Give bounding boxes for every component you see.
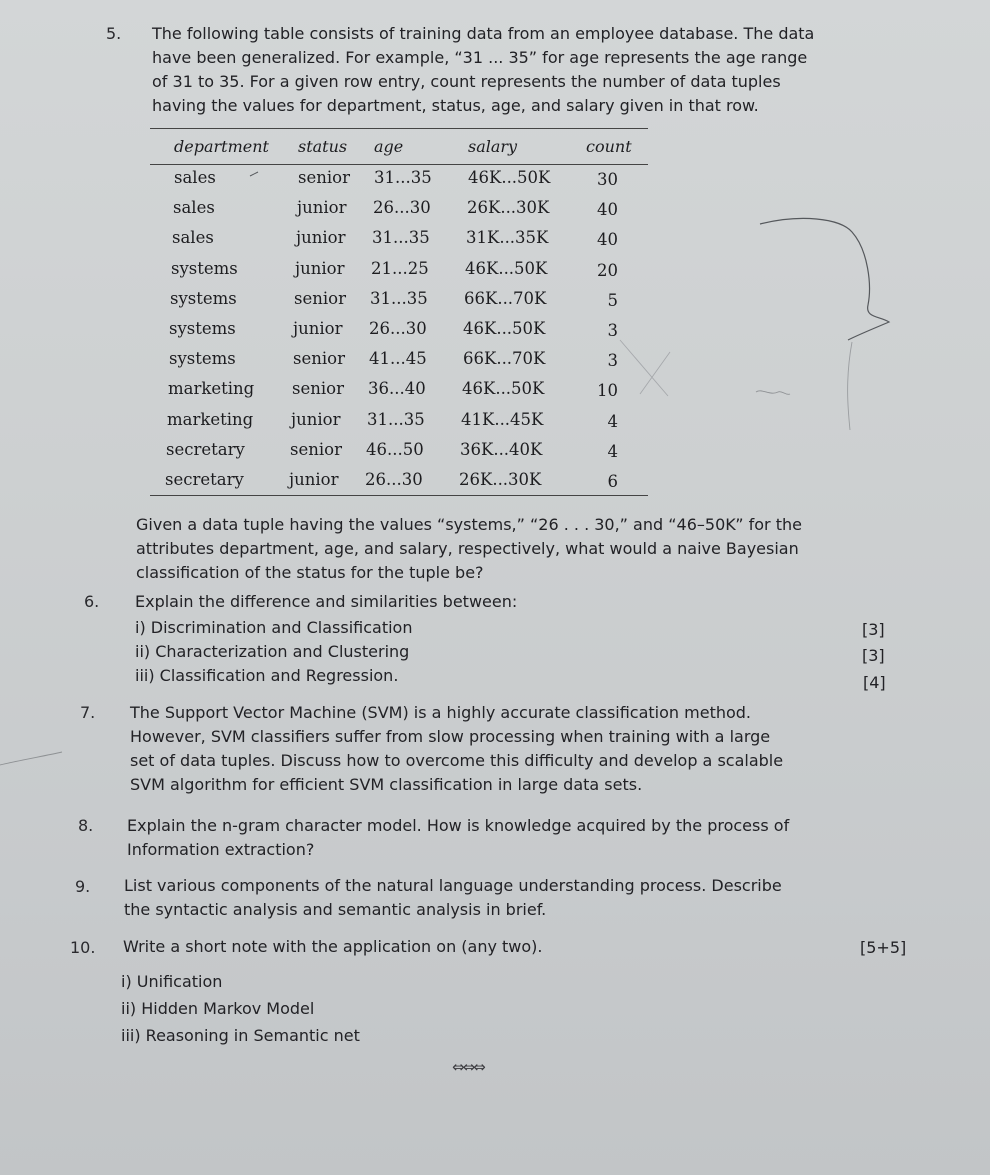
cell-status: senior [293, 349, 345, 369]
cell-status: junior [295, 258, 345, 278]
q6-stem: Explain the difference and similarities between: [135, 592, 518, 611]
cell-count: 3 [607, 351, 618, 371]
cell-age: 26...30 [365, 470, 423, 489]
cell-salary: 46K...50K [463, 319, 546, 338]
q7-line: However, SVM classifiers suffer from slow processing when training with a large [130, 727, 771, 746]
cell-count: 40 [597, 200, 618, 220]
cell-age: 26...30 [369, 319, 427, 338]
pen-squiggle-mark [756, 391, 790, 395]
q5-question-line: attributes department, age, and salary, respectively, what would a naive Bayesian [136, 539, 799, 558]
q6-item-marks: [4] [863, 673, 886, 692]
cell-count: 10 [597, 381, 618, 401]
cell-status: senior [298, 168, 350, 187]
cell-status: junior [289, 470, 339, 489]
cell-count: 3 [607, 321, 618, 340]
cell-salary: 46K...50K [465, 258, 548, 278]
cell-count: 4 [607, 411, 618, 431]
cell-salary: 41K...45K [461, 409, 544, 429]
header-department: department [174, 137, 269, 156]
cell-age: 21...25 [371, 258, 429, 278]
q6-item-marks: [3] [862, 646, 885, 665]
cell-age: 31...35 [370, 288, 428, 308]
cell-status: senior [292, 379, 344, 399]
q8-line: Explain the n-gram character model. How is knowledge acquired by the process of [127, 816, 790, 835]
cell-age: 31...35 [374, 168, 432, 187]
q7-line: SVM algorithm for efficient SVM classification in large data sets. [130, 775, 643, 794]
cell-age: 31...35 [367, 409, 425, 429]
q5-question-line: classification of the status for the tuple be? [136, 563, 484, 582]
cell-department: marketing [168, 379, 255, 399]
cell-count: 40 [597, 230, 618, 250]
q7-line: set of data tuples. Discuss how to overcome this difficulty and develop a scalable [130, 751, 784, 770]
cell-department: secretary [166, 439, 245, 459]
cell-salary: 36K...40K [460, 439, 543, 459]
q5-intro-line: The following table consists of training data from an employee database. The data [152, 24, 815, 43]
cell-department: systems [171, 258, 238, 278]
q5-intro-line: have been generalized. For example, “31 ... 35” for age represents the age range [152, 48, 808, 67]
cell-status: junior [296, 228, 346, 248]
cell-age: 41...45 [369, 349, 427, 369]
cell-age: 31...35 [372, 228, 430, 248]
cell-age: 46...50 [366, 439, 424, 459]
q10-marks: [5+5] [860, 938, 907, 957]
q10-stem: Write a short note with the application on (any two). [123, 937, 543, 956]
cell-salary: 46K...50K [462, 379, 545, 399]
cell-age: 26...30 [373, 198, 431, 218]
q9-line: List various components of the natural language understanding process. Describe [124, 876, 782, 895]
cell-salary: 46K...50K [468, 168, 551, 187]
q9-line: the syntactic analysis and semantic analysis in brief. [124, 900, 547, 919]
q6-number: 6. [84, 592, 100, 611]
cell-status: senior [290, 439, 342, 459]
cell-salary: 26K...30K [459, 470, 542, 489]
q5-question-line: Given a data tuple having the values “systems,” “26 . . . 30,” and “46–50K” for the [136, 515, 802, 534]
cell-salary: 66K...70K [463, 349, 546, 369]
cell-age: 36...40 [368, 379, 426, 399]
q6-item-marks: [3] [862, 620, 885, 639]
q6-item: ii) Characterization and Clustering [135, 642, 410, 661]
cell-status: junior [297, 198, 347, 218]
cell-department: sales [173, 198, 215, 218]
pen-margin-mark [0, 752, 62, 765]
cell-count: 4 [607, 441, 618, 461]
q5-intro-line: having the values for department, status, age, and salary given in that row. [152, 96, 759, 115]
q10-item: i) Unification [121, 972, 223, 991]
cell-count: 30 [597, 170, 618, 189]
cell-count: 6 [607, 472, 618, 491]
cell-department: marketing [167, 409, 254, 429]
q7-line: The Support Vector Machine (SVM) is a highly accurate classification method. [130, 703, 752, 722]
q9-number: 9. [75, 877, 91, 896]
cell-status: junior [293, 319, 343, 338]
q7-number: 7. [80, 703, 96, 722]
pen-cross-mark [620, 340, 670, 396]
cell-department: sales [174, 168, 216, 187]
q8-line: Information extraction? [127, 840, 315, 859]
cell-department: systems [169, 349, 236, 369]
header-count: count [586, 137, 632, 156]
pen-faint-mark [848, 342, 852, 430]
cell-salary: 26K...30K [467, 198, 550, 218]
header-status: status [298, 137, 348, 156]
cell-salary: 31K...35K [466, 228, 549, 248]
cell-department: systems [169, 319, 236, 338]
pen-tick-mark [250, 172, 258, 176]
cell-count: 5 [607, 290, 618, 310]
cell-status: senior [294, 288, 346, 308]
cell-status: junior [291, 409, 341, 429]
cell-salary: 66K...70K [464, 288, 547, 308]
header-salary: salary [468, 137, 518, 156]
q6-item: i) Discrimination and Classification [135, 618, 413, 637]
cell-count: 20 [597, 260, 618, 280]
q5-intro-line: of 31 to 35. For a given row entry, count represents the number of data tuples [152, 72, 781, 91]
q8-number: 8. [78, 816, 94, 835]
cell-department: secretary [165, 470, 244, 489]
pen-curve-mark [760, 218, 889, 340]
q6-item: iii) Classification and Regression. [135, 666, 399, 685]
header-age: age [374, 137, 404, 156]
cell-department: systems [170, 288, 237, 308]
q5-number: 5. [106, 24, 122, 43]
q10-item: ii) Hidden Markov Model [121, 999, 315, 1018]
double-arrow-ornament-icon: ⇔⇔⇔ [452, 1058, 484, 1076]
cell-department: sales [172, 228, 214, 248]
q10-item: iii) Reasoning in Semantic net [121, 1026, 360, 1045]
q10-number: 10. [70, 938, 96, 957]
